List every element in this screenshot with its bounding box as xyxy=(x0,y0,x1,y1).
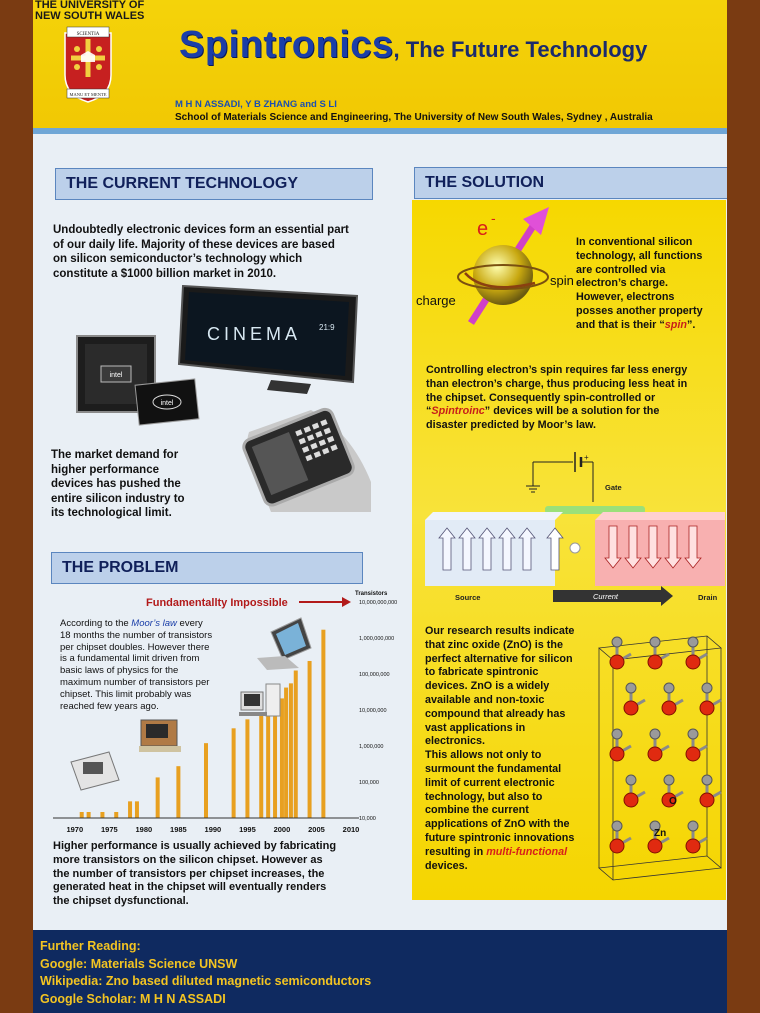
current-technology-intro xyxy=(53,223,393,281)
solution-line: posses another property xyxy=(576,304,703,317)
research-line: surmount the fundamental xyxy=(425,762,562,775)
zinc-atom xyxy=(702,683,712,693)
current-technology-heading: THE CURRENT TECHNOLOGY xyxy=(55,168,373,200)
gate-battery-icon xyxy=(526,452,593,502)
header-divider xyxy=(33,128,727,134)
reading-link-scholar[interactable]: Google Scholar: M H N ASSADI xyxy=(40,991,226,1006)
zno-research-text xyxy=(425,625,600,873)
multifunctional-word: multi-functional xyxy=(486,845,568,858)
spin-word: spin xyxy=(664,318,687,331)
zinc-atom xyxy=(688,637,698,647)
conclusion-line: the number of transistors per chipset increases, the xyxy=(53,867,325,880)
moore-line: per chipset doubles. However there xyxy=(60,641,210,653)
spin-control-line: Controlling electron’s spin requires far less energy xyxy=(426,364,688,376)
multifunctional-pre: resulting in xyxy=(425,845,487,858)
research-line: technology, but also to xyxy=(425,790,543,803)
research-line: to fabricate spintronic xyxy=(425,666,539,679)
intel-logo-1: intel xyxy=(109,372,123,379)
research-line: This allows not only to xyxy=(425,749,542,762)
gate-label: Gate xyxy=(605,483,622,492)
spintronic-quote-post: ” devices will be a solution for the xyxy=(484,405,660,418)
cinema-ratio: 21:9 xyxy=(319,323,335,332)
market-line: its technological limit. xyxy=(51,507,172,519)
spin-control-line: than electron’s charge, thus producing less heat in xyxy=(426,377,688,390)
intro-line: Undoubtedly electronic devices form an essential part xyxy=(53,224,349,236)
chart-x-tick-label: 2000 xyxy=(273,825,291,834)
solution-line: However, electrons xyxy=(576,291,675,304)
research-line: compound that already has xyxy=(425,707,566,720)
solution-line: technology, all functions xyxy=(576,249,703,262)
moore-line: chipset. This limit probably was xyxy=(60,688,192,700)
oxygen-atom xyxy=(648,747,662,761)
chart-y-tick-label: 1,000,000,000 xyxy=(359,636,395,642)
electron-spin-diagram xyxy=(415,205,595,335)
chart-y-tick-label: 100,000 xyxy=(359,780,379,786)
zinc-atom xyxy=(650,637,660,647)
oxygen-atom xyxy=(610,655,624,669)
oxygen-label: O xyxy=(669,796,677,807)
desktop-pc-image xyxy=(239,684,280,716)
moore-line: basic laws of physics for the xyxy=(60,665,179,677)
moore-line: 18 months the number of transistors xyxy=(60,629,213,641)
research-line: Our research results indicate xyxy=(425,625,575,637)
market-line: entire silicon industry to xyxy=(51,492,185,505)
spin-transistor-diagram xyxy=(425,448,725,608)
research-line: devices. ZnO is a widely xyxy=(425,680,550,693)
chart-y-label: Transistors xyxy=(355,591,388,597)
university-line-1: THE UNIVERSITY OF xyxy=(35,0,145,11)
chart-x-tick-label: 2005 xyxy=(308,825,325,834)
reading-link-unsw[interactable]: Google: Materials Science UNSW xyxy=(40,956,238,971)
research-line: limit of current electronic xyxy=(425,776,555,789)
intel-logo-2: intel xyxy=(160,400,174,407)
solution-line: In conventional silicon xyxy=(576,236,693,248)
chart-y-tick-label: 10,000,000 xyxy=(359,708,387,714)
chart-bar xyxy=(87,812,91,818)
solution-heading: THE SOLUTION xyxy=(414,167,727,199)
authors: M H N ASSADI, Y B ZHANG and S LI xyxy=(175,99,337,110)
zinc-atom xyxy=(612,637,622,647)
spin-quote-post: ”. xyxy=(687,318,696,331)
school-affiliation: School of Materials Science and Engineering, The University of New South Wales, Sydney , Australia xyxy=(175,112,653,123)
problem-conclusion-text xyxy=(53,840,398,909)
oxygen-atom xyxy=(610,839,624,853)
zno-crystal-structure xyxy=(595,628,725,883)
university-line-2: NEW SOUTH WALES xyxy=(35,10,145,22)
moore-line: maximum number of transistors per xyxy=(60,676,210,688)
conclusion-line: more transistors on the silicon chipset. However as xyxy=(53,853,323,866)
zinc-atom xyxy=(688,821,698,831)
further-reading-title: Further Reading: xyxy=(40,939,141,953)
cinema-label: CINEMA xyxy=(207,324,302,344)
chart-x-tick-label: 1975 xyxy=(100,825,118,834)
solution-intro-text xyxy=(576,236,726,333)
moore-law-term: Moor’s law xyxy=(131,618,177,629)
research-line: vast applications in xyxy=(425,721,526,734)
research-line: perfect alternative for silicon xyxy=(425,652,573,665)
chart-x-tick-label: 1985 xyxy=(170,825,187,834)
poster-title xyxy=(179,24,647,67)
conclusion-line: Higher performance is usually achieved by fabricating xyxy=(53,840,337,852)
intro-line: of our daily life. Majority of these devices are based xyxy=(53,238,335,251)
research-line: devices. xyxy=(425,859,468,872)
market-line: higher performance xyxy=(51,463,159,476)
crest-motto-bottom: MANU ET MENTE xyxy=(69,92,107,97)
early-computer-image xyxy=(71,752,119,790)
intro-line: constitute a $1000 billion market in 2010. xyxy=(53,267,277,280)
moore-line: reached few years ago. xyxy=(60,700,159,712)
solution-line: electron’s charge. xyxy=(576,277,669,290)
electron-charge-sign: - xyxy=(491,210,496,226)
poster xyxy=(33,0,727,1013)
oxygen-atom xyxy=(700,793,714,807)
oxygen-atom xyxy=(686,747,700,761)
market-demand-text xyxy=(51,448,211,521)
oxygen-atom xyxy=(624,793,638,807)
chart-bar xyxy=(100,812,104,818)
chart-y-tick-label: 10,000,000,000 xyxy=(359,600,398,606)
moore-prefix: According to the xyxy=(60,618,132,629)
further-reading-footer xyxy=(33,930,727,1013)
zinc-atom xyxy=(664,775,674,785)
reading-link-wikipedia[interactable]: Wikipedia: Zno based diluted magnetic semiconductors xyxy=(40,974,372,988)
charge-label: charge xyxy=(416,293,456,308)
oxygen-atom xyxy=(610,747,624,761)
electron-sphere-icon xyxy=(473,245,533,305)
spin-control-line: the chipset. Consequently spin-controlled or xyxy=(426,391,656,404)
oxygen-atom xyxy=(686,655,700,669)
research-line: applications of ZnO with the xyxy=(425,818,570,831)
cinema-tv-image xyxy=(179,286,357,394)
oxygen-atom xyxy=(648,839,662,853)
conclusion-line: generated heat in the chipset will eventually renders xyxy=(53,881,327,894)
electron-symbol: e xyxy=(477,218,489,240)
oxygen-atom xyxy=(700,701,714,715)
chart-bar xyxy=(114,812,118,818)
zinc-label: Zn xyxy=(654,828,667,839)
spin-quote-pre: and that is their “ xyxy=(576,318,665,331)
oxygen-atom xyxy=(662,701,676,715)
fundamentally-impossible-label: Fundamentallty Impossible xyxy=(146,597,288,609)
research-line: electronics. xyxy=(425,735,486,748)
chart-x-tick-label: 1980 xyxy=(135,825,153,834)
source-label: Source xyxy=(455,593,481,602)
spintronic-word: Spintroinc xyxy=(431,405,485,418)
research-line: that zinc oxide (ZnO) is the xyxy=(425,638,563,651)
zinc-atom xyxy=(664,683,674,693)
moore-line: is a fundamental limit driven from xyxy=(60,653,200,665)
chart-y-tick-label: 10,000 xyxy=(359,816,376,822)
oxygen-atom xyxy=(648,655,662,669)
crest-motto-top: SCIENTIA xyxy=(76,32,100,37)
zinc-atom xyxy=(702,775,712,785)
research-line: available and non-toxic xyxy=(425,693,545,706)
chart-x-tick-label: 1970 xyxy=(66,825,84,834)
drain-label: Drain xyxy=(698,593,718,602)
zinc-atom xyxy=(650,729,660,739)
research-line: combine the current xyxy=(425,804,529,817)
research-line: future spintronic innovations xyxy=(425,831,575,844)
chart-x-tick-label: 2010 xyxy=(342,825,360,834)
moore-suffix: every xyxy=(176,618,203,629)
zinc-atom xyxy=(626,683,636,693)
retro-terminal-image xyxy=(139,720,181,752)
chart-y-tick-label: 100,000,000 xyxy=(359,672,390,678)
conclusion-line: the chipset dysfunctional. xyxy=(53,895,189,908)
spin-control-text xyxy=(426,364,726,433)
chart-x-tick-label: 1995 xyxy=(239,825,256,834)
spintronic-quote-pre: “ xyxy=(426,405,432,418)
spin-control-line: disaster predicted by Moor’s law. xyxy=(426,419,596,432)
oxygen-atom xyxy=(624,701,638,715)
oxygen-atom xyxy=(686,839,700,853)
unsw-crest-icon xyxy=(63,25,113,103)
smartphone-image xyxy=(241,407,371,512)
laptop-image xyxy=(257,618,311,670)
problem-heading: THE PROBLEM xyxy=(51,552,363,584)
current-label: Current xyxy=(593,592,619,601)
market-line: The market demand for xyxy=(51,449,179,461)
market-line: devices has pushed the xyxy=(51,478,181,490)
zinc-atom xyxy=(688,729,698,739)
intro-line: on silicon semiconductor’s technology which xyxy=(53,253,303,265)
zinc-atom xyxy=(612,729,622,739)
svg-text:+: + xyxy=(584,453,589,462)
chart-x-tick-label: 1990 xyxy=(204,825,222,834)
solution-line: are controlled via xyxy=(576,263,666,276)
zinc-atom xyxy=(626,775,636,785)
chart-y-tick-label: 1,000,000 xyxy=(359,744,384,750)
title-rest: , The Future Technology xyxy=(393,37,648,62)
title-main: Spintronics xyxy=(179,24,394,66)
impossible-arrow-icon xyxy=(299,597,351,607)
university-name xyxy=(35,0,144,22)
chart-bar xyxy=(80,812,84,818)
computer-history-images xyxy=(61,612,341,812)
spin-label: spin xyxy=(550,273,574,288)
zinc-atom xyxy=(612,821,622,831)
poster-header xyxy=(33,0,727,128)
